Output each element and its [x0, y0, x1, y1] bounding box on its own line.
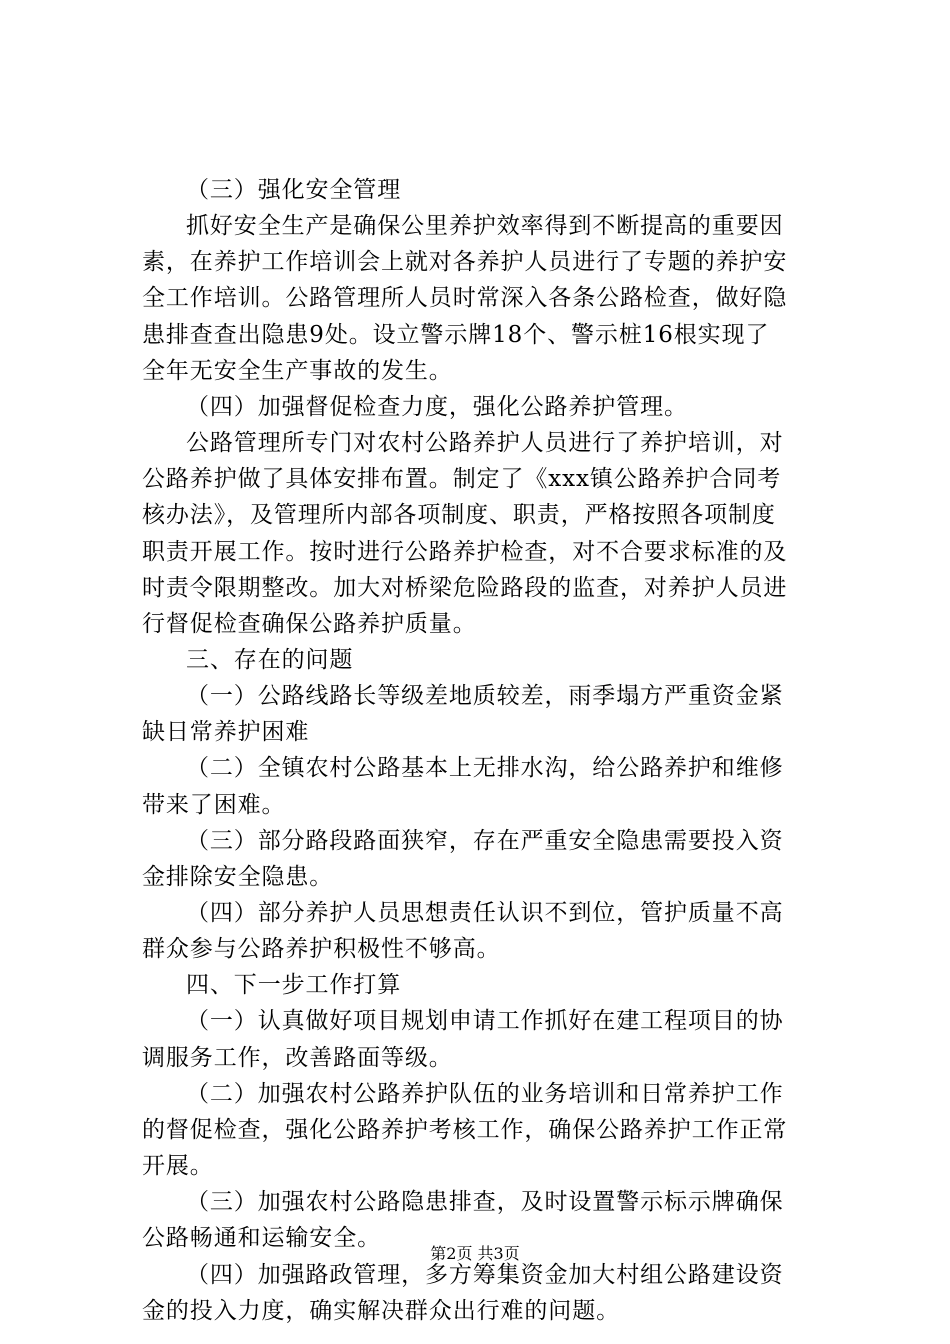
text-line: （三）部分路段路面狭窄，存在严重安全隐患需要投入资 [186, 827, 784, 854]
text-line: （二）全镇农村公路基本上无排水沟，给公路养护和维修 [186, 755, 784, 782]
text-line: 群众参与公路养护积极性不够高。 [142, 936, 501, 963]
text-line: 时责令限期整改。加大对桥梁危险路段的监查，对养护人员进 [142, 574, 788, 601]
text-line: 全工作培训。公路管理所人员时常深入各条公路检查，做好隐 [142, 285, 788, 312]
text-line: 职责开展工作。按时进行公路养护检查，对不合要求标准的及 [142, 538, 788, 565]
text-line: 开展。 [142, 1153, 214, 1180]
text-line: 带来了困难。 [142, 791, 286, 818]
text-line: （四）部分养护人员思想责任认识不到位，管护质量不高 [186, 900, 784, 926]
text-line: 全年无安全生产事故的发生。 [142, 357, 453, 384]
text-line: （一）公路线路长等级差地质较差，雨季塌方严重资金紧 [186, 683, 784, 710]
text-line: 缺日常养护困难 [142, 719, 310, 746]
text-line: （二）加强农村公路养护队伍的业务培训和日常养护工作 [186, 1080, 784, 1107]
text-line: （三）强化安全管理 [186, 177, 402, 203]
text-line: 素，在养护工作培训会上就对各养护人员进行了专题的养护安 [142, 249, 788, 276]
text-line: 三、存在的问题 [186, 646, 354, 673]
text-line: 行督促检查确保公路养护质量。 [142, 610, 477, 637]
text-line: （四）加强督促检查力度，强化公路养护管理。 [186, 393, 688, 420]
text-line: 公路养护做了具体安排布置。制定了《xxx镇公路养护合同考 [142, 466, 782, 493]
text-line: （一）认真做好项目规划申请工作抓好在建工程项目的协 [186, 1008, 784, 1035]
text-line: 调服务工作，改善路面等级。 [142, 1044, 453, 1071]
text-line: 金的投入力度，确实解决群众出行难的问题。 [142, 1297, 620, 1324]
text-line: 四、下一步工作打算 [186, 972, 402, 999]
text-line: 患排查查出隐患9处。设立警示牌18个、警示桩16根实现了 [142, 321, 770, 348]
text-line: 公路管理所专门对农村公路养护人员进行了养护培训，对 [186, 430, 784, 457]
text-line: 核办法》，及管理所内部各项制度、职责，严格按照各项制度 [142, 502, 776, 529]
text-line: 金排除安全隐患。 [142, 863, 334, 890]
page-footer: 第2页 共3页 [430, 1244, 520, 1263]
text-line: （三）加强农村公路隐患排查，及时设置警示标示牌确保 [186, 1189, 784, 1216]
text-line: 抓好安全生产是确保公里养护效率得到不断提高的重要因 [186, 213, 784, 240]
text-line: （四）加强路政管理，多方筹集资金加大村组公路建设资 [186, 1261, 784, 1288]
text-line: 的督促检查，强化公路养护考核工作，确保公路养护工作正常 [142, 1116, 788, 1143]
text-line: 公路畅通和运输安全。 [142, 1225, 381, 1252]
